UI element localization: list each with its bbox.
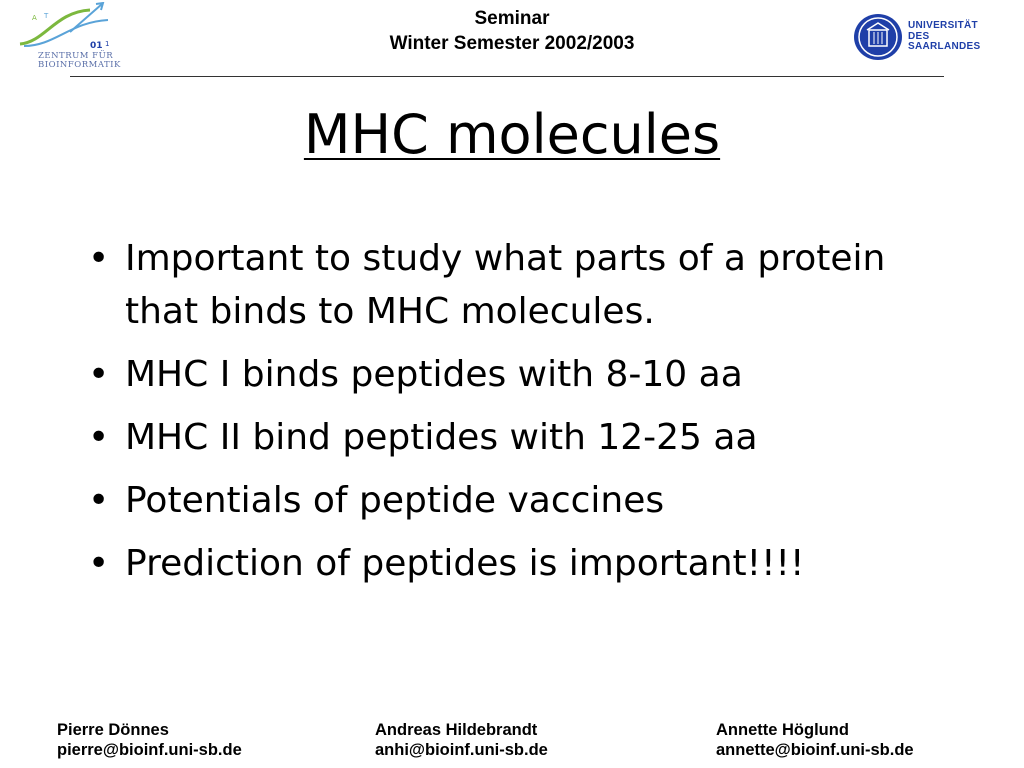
universitaet-saarlandes-logo bbox=[851, 12, 991, 62]
bullet-text: MHC II bind peptides with 12-25 aa bbox=[125, 417, 758, 458]
author-name: Annette Höglund bbox=[716, 721, 849, 739]
slide-header bbox=[300, 6, 724, 56]
header-line1: Seminar bbox=[474, 8, 550, 29]
zentrum-logo-text bbox=[38, 52, 121, 70]
footer-author-2 bbox=[375, 720, 548, 760]
bullet-item bbox=[88, 474, 968, 527]
header-divider bbox=[70, 76, 944, 77]
author-email: pierre@bioinf.uni-sb.de bbox=[57, 741, 242, 759]
bullet-dot: • bbox=[88, 417, 110, 458]
bullet-text: Potentials of peptide vaccines bbox=[125, 480, 665, 521]
university-name bbox=[908, 21, 980, 53]
university-text-line1: UNIVERSITÄT bbox=[908, 20, 978, 31]
university-text-line2: DES bbox=[908, 30, 930, 42]
bullet-list bbox=[88, 232, 968, 600]
bullet-item bbox=[88, 348, 968, 401]
author-name: Andreas Hildebrandt bbox=[375, 721, 538, 739]
bullet-dot: • bbox=[88, 238, 110, 279]
slide-title: MHC molecules bbox=[303, 103, 721, 166]
bullet-text: Prediction of peptides is important!!!! bbox=[125, 543, 805, 584]
university-text-line3: SAARLANDES bbox=[908, 41, 981, 52]
footer-author-1 bbox=[57, 720, 242, 760]
author-email: anhi@bioinf.uni-sb.de bbox=[375, 741, 548, 759]
svg-text:T: T bbox=[44, 12, 49, 20]
footer-author-3 bbox=[716, 720, 914, 760]
bullet-text: MHC I binds peptides with 8-10 aa bbox=[125, 354, 743, 395]
bullet-dot: • bbox=[88, 480, 110, 521]
bullet-text: Important to study what parts of a protein that binds to MHC molecules. bbox=[125, 238, 886, 332]
zentrum-bioinformatik-logo bbox=[10, 2, 130, 74]
svg-text:01: 01 bbox=[90, 41, 103, 51]
bullet-dot: • bbox=[88, 543, 110, 584]
bullet-item bbox=[88, 232, 968, 338]
header-line2: Winter Semester 2002/2003 bbox=[389, 33, 635, 54]
bullet-item bbox=[88, 411, 968, 464]
bullet-item bbox=[88, 537, 968, 590]
bullet-dot: • bbox=[88, 354, 110, 395]
university-seal-icon bbox=[854, 14, 902, 60]
author-name: Pierre Dönnes bbox=[57, 721, 169, 739]
dna-curve-icon bbox=[10, 2, 130, 52]
author-email: annette@bioinf.uni-sb.de bbox=[716, 741, 914, 759]
zentrum-text-line1: ZENTRUM FÜR bbox=[38, 51, 114, 61]
svg-text:1: 1 bbox=[105, 40, 110, 48]
zentrum-text-line2: BIOINFORMATIK bbox=[38, 60, 121, 70]
svg-text:A: A bbox=[32, 14, 37, 22]
